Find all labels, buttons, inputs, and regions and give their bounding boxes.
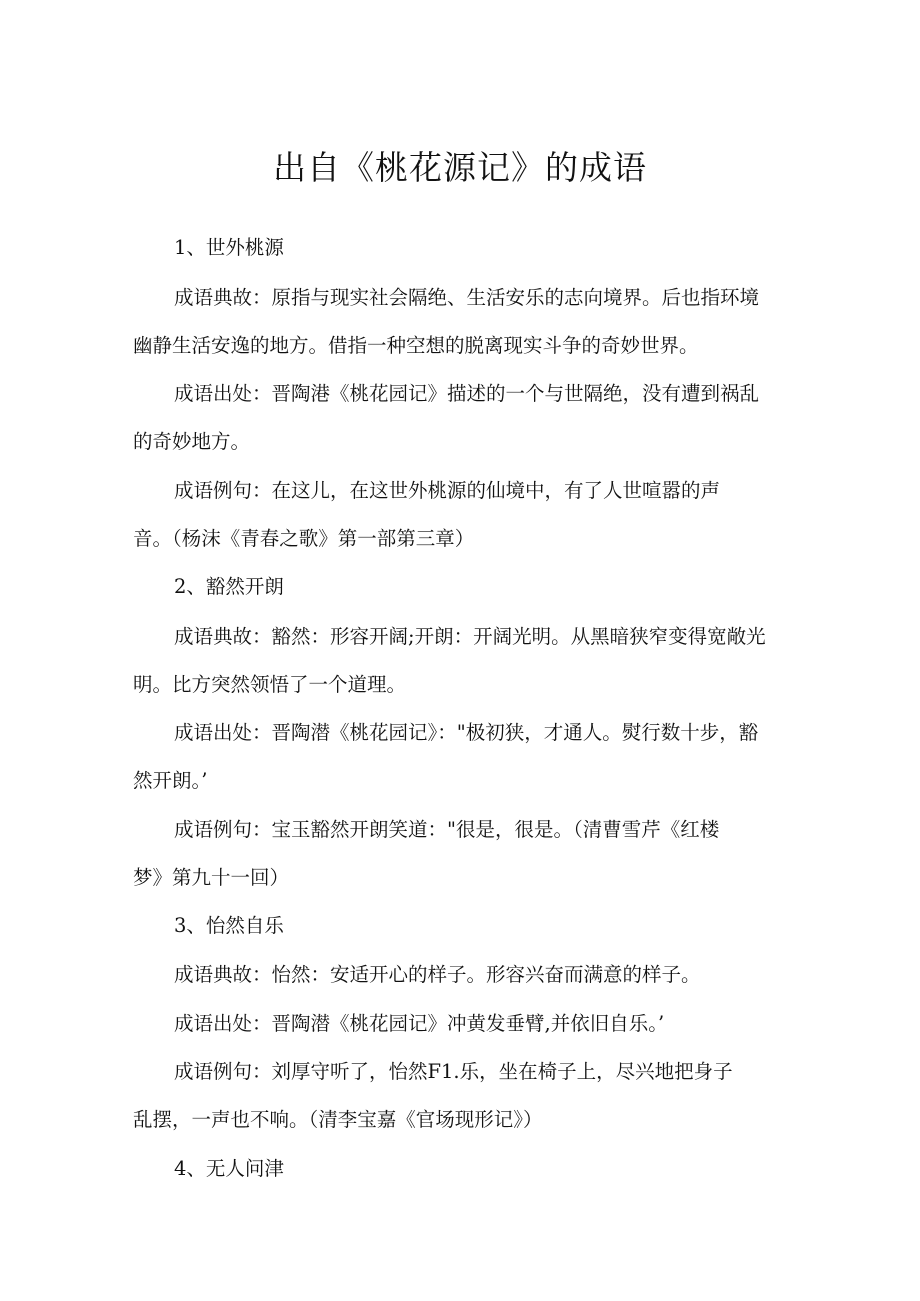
paragraph-line: 成语典故：豁然：形容开阔;开朗：开阔光明。从黑暗狭窄变得宽敞光 [174,625,766,648]
section-heading-2: 2、豁然开朗 [174,575,284,598]
paragraph-line: 成语出处：晋陶潜《桃花园记》冲黄发垂臂,并依旧自乐。’ [174,1012,665,1035]
section-heading-3: 3、怡然自乐 [174,914,284,937]
paragraph-line: 成语例句：宝玉豁然开朗笑道："很是，很是。（清曹雪芹《红楼 [174,818,720,841]
paragraph-line: 梦》第九十一回） [133,866,290,889]
paragraph-line: 成语出处：晋陶潜《桃花园记》："极初狭，才通人。熨行数十步，豁 [174,721,759,744]
paragraph-line: 成语典故：怡然：安适开心的样子。形容兴奋而满意的样子。 [174,963,701,986]
section-heading-4: 4、无人问津 [174,1157,284,1180]
paragraph-line: 成语例句：在这儿，在这世外桃源的仙境中，有了人世喧嚣的声 [174,479,721,502]
paragraph-line: 幽静生活安逸的地方。借指一种空想的脱离现实斗争的奇妙世界。 [133,334,699,357]
paragraph-line: 明。比方突然领悟了一个道理。 [133,673,407,696]
paragraph-line: 成语出处：晋陶港《桃花园记》描述的一个与世隔绝，没有遭到祸乱 [174,382,760,405]
paragraph-line: 音。（杨沫《青春之歌》第一部第三章） [133,527,475,550]
page-title: 出自《桃花源记》的成语 [273,148,647,187]
section-heading-1: 1、世外桃源 [174,236,284,259]
paragraph-line: 乱摆，一声也不响。（清李宝嘉《官场现形记》） [133,1108,543,1131]
paragraph-line: 然开朗。’ [133,769,208,792]
paragraph-line: 成语例句：刘厚守听了，怡然F1.乐，坐在椅子上，尽兴地把身子 [174,1060,733,1083]
paragraph-line: 成语典故：原指与现实社会隔绝、生活安乐的志向境界。后也指环境 [174,286,760,309]
paragraph-line: 的奇妙地方。 [133,430,251,453]
